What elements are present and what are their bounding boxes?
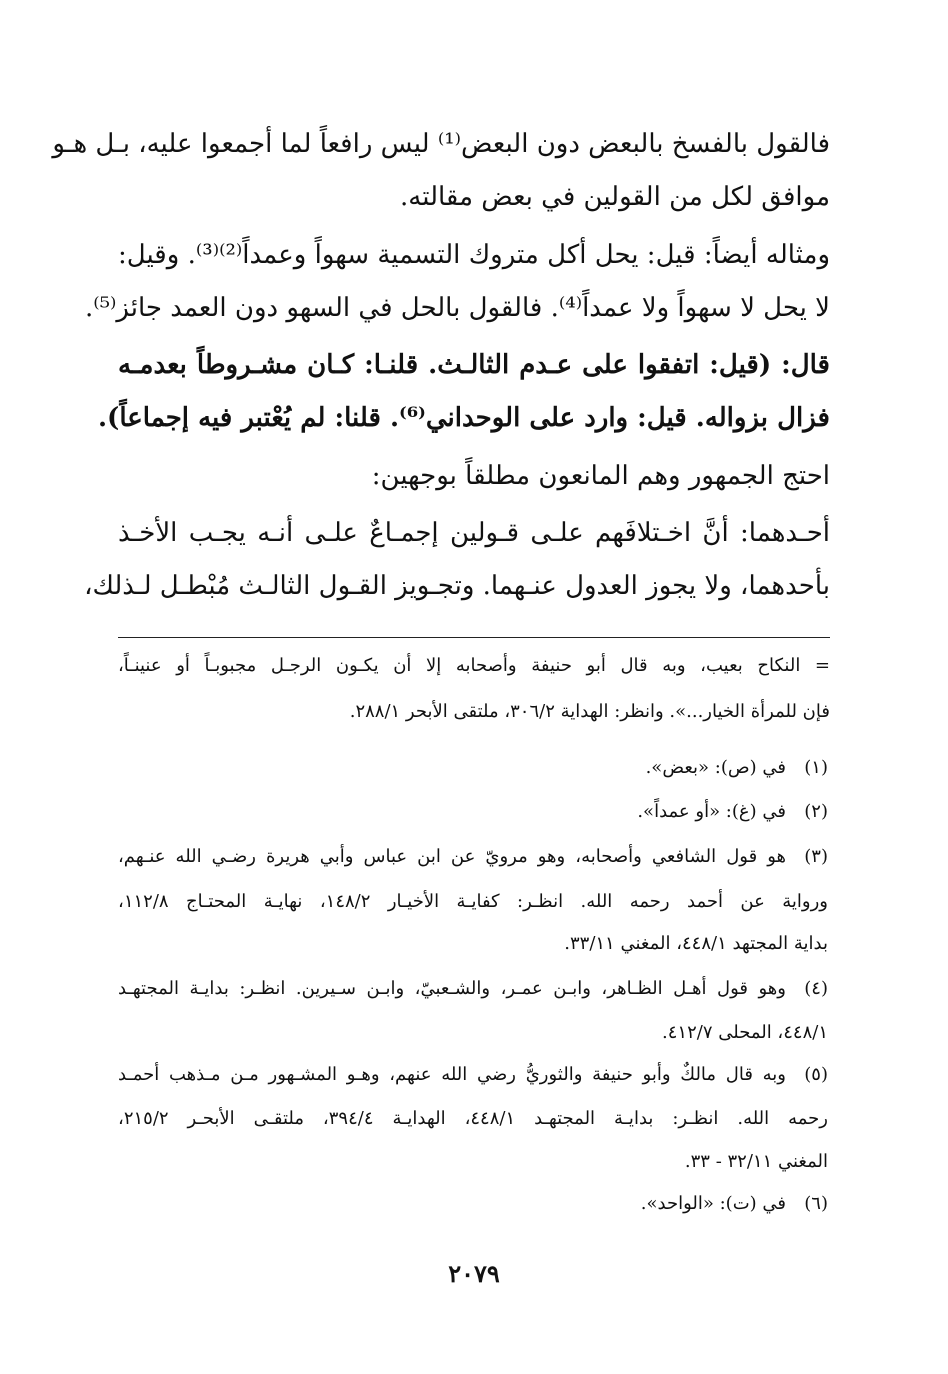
footnote-line: في (ص): «بعض». [645,757,786,778]
footnote-line: فإن للمرأة الخيار...». وانظر: الهداية ٣٠٦/٢، ملتقى الأبحر ٢٨٨/١. [349,701,830,722]
footnote-separator [118,637,830,638]
body-line: موافق لكل من القولين في بعض مقالته. [400,182,830,212]
footnote-line: = النكاح بعيب، وبه قال أبو حنيفة وأصحابه إلا أن يكـون الرجـل مجبوبـاً أو عنينـاً، [118,655,830,676]
footnote-line: المغني ٣٢/١١ - ٣٣. [684,1151,828,1172]
body-line: أحـدهما: أنَّ اخـتلافَهم علـى قـولين إجمـاعٌ علـى أنـه يجـب الأخـذ [118,518,830,548]
body-line: ومثاله أيضاً: قيل: يحل أكل متروك التسمية سهواً وعمداً⁽²⁾⁽³⁾. وقيل: [118,240,830,270]
footnote-line: ورواية عن أحمد رحمه الله. انظـر: كفايـة الأخيـار ١٤٨/٢، نهايـة المحتـاج ١١٢/٨، [118,891,828,912]
footnote-number: (١) [804,757,828,778]
body-line: احتج الجمهور وهم المانعون مطلقاً بوجهين: [371,461,830,491]
body-line: بأحدهما، ولا يجوز العدول عنـهما. وتجـويز القـول الثالـث مُبْطـل لـذلك، [84,571,830,601]
footnote-line: وبه قال مالكٌ وأبو حنيفة والثوريُّ رضي الله عنهم، وهـو المشـهور مـن مـذهب أحمـد [118,1064,786,1085]
footnote-line: بداية المجتهد ٤٤٨/١، المغني ٣٣/١١. [564,933,828,954]
footnote-line: ٤٤٨/١، المحلى ٤١٢/٧. [662,1022,828,1043]
footnote-line: وهو قول أهـل الظـاهر، وابـن عمـر، والشـعبيّ، وابـن سـيرين. انظـر: بدايـة المجتهـد [118,978,786,999]
footnote-line: هو قول الشافعي وأصحابه، وهو مرويّ عن ابن عباس وأبي هريرة رضـي الله عنـهم، [118,846,786,867]
footnote-number: (٤) [804,978,828,999]
footnote-line: رحمه الله. انظـر: بدايـة المجتهـد ٤٤٨/١، الهدايـة ٣٩٤/٤، ملتقـى الأبحـر ٢١٥/٢، [118,1108,828,1129]
footnote-number: (٦) [804,1193,828,1214]
footnote-line: في (ت): «الواحد». [640,1193,786,1214]
body-line-bold: فزال بزواله. قيل: وارد على الوحداني⁽⁶⁾. قلنا: لم يُعْتبر فيه إجماعاً). [97,403,830,433]
footnote-number: (٢) [804,801,828,822]
footnote-number: (٣) [804,846,828,867]
footnote-number: (٥) [804,1064,828,1085]
body-line: لا يحل لا سهواً ولا عمداً⁽⁴⁾. فالقول بالحل في السهو دون العمد جائز⁽⁵⁾. [84,293,830,323]
body-line: فالقول بالفسخ بالبعض دون البعض⁽¹⁾ ليس رافعاً لما أجمعوا عليه، بـل هـو [52,129,830,159]
page-number: ٢٠٧٩ [448,1259,500,1288]
footnote-line: في (غ): «أو عمداً». [637,801,786,822]
body-line-bold: قال: (قيل: اتفقوا على عـدم الثالـث. قلنـا: كـان مشـروطاً بعدمـه [118,350,830,380]
